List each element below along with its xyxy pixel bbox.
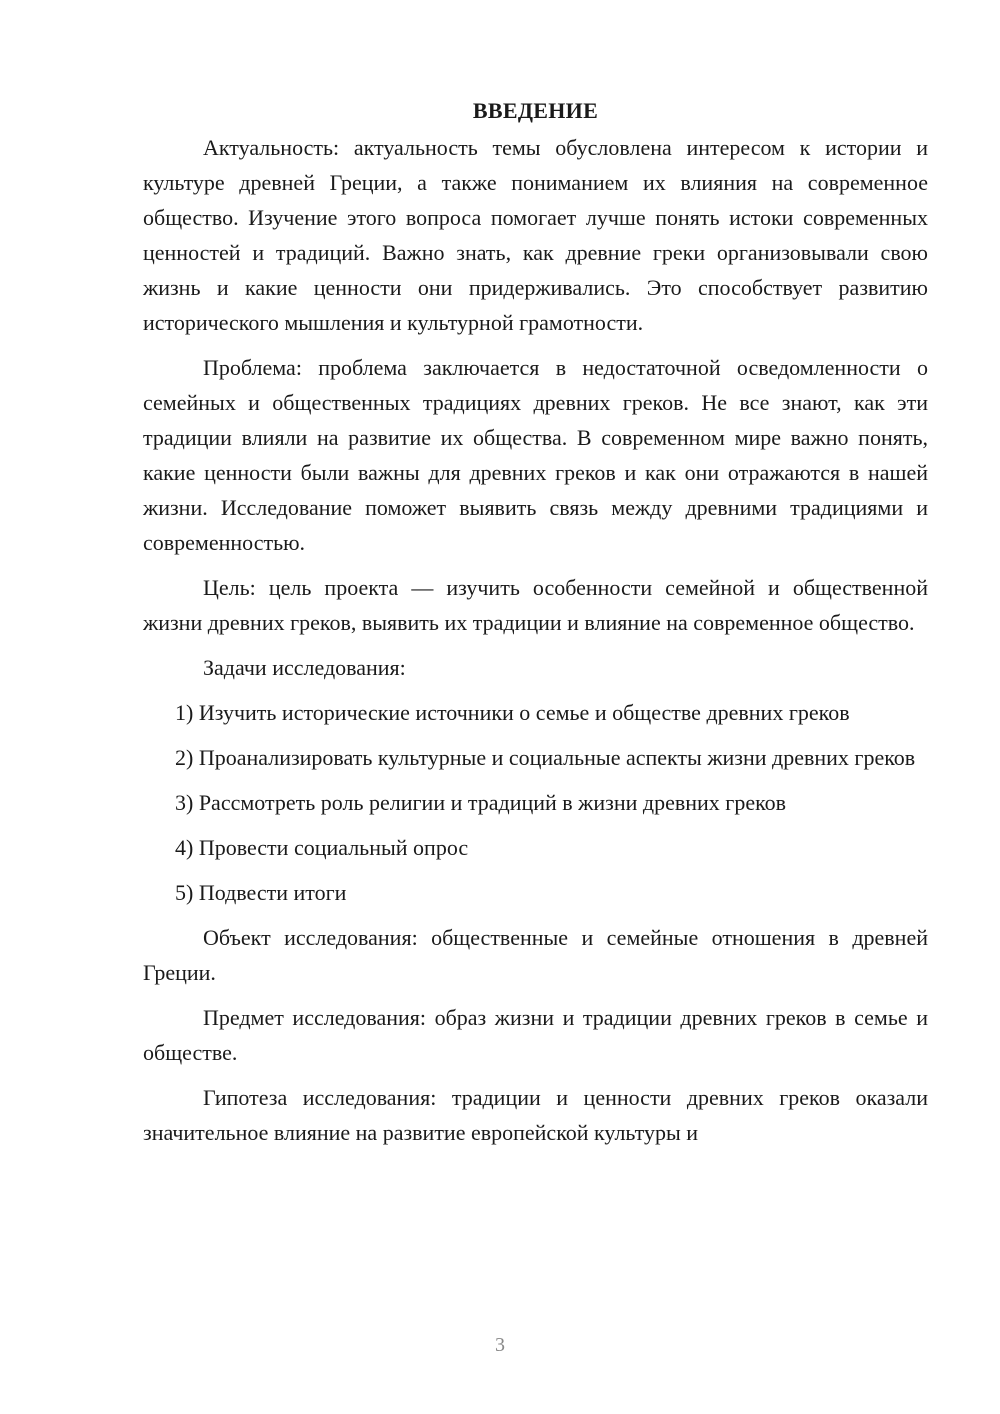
- paragraph-problem: Проблема: проблема заключается в недостаточной осведомленности о семейных и общественных традициях древних греков. Не все знают, как эти традиции влияли на развитие их общества. В современном мире важно понять, какие ценности были важны для древних греков и как они отражаются в нашей жизни. Исследование поможет выявить связь между древними традициями и современностью.: [143, 355, 928, 555]
- page-number: 3: [495, 1334, 505, 1356]
- tasks-heading: Задачи исследования:: [203, 655, 406, 680]
- paragraph-subject: Предмет исследования: образ жизни и традиции древних греков в семье и обществе.: [143, 1005, 928, 1065]
- task-item-1: 1) Изучить исторические источники о семье и обществе древних греков: [175, 700, 850, 725]
- task-item-3: 3) Рассмотреть роль религии и традиций в жизни древних греков: [175, 790, 787, 815]
- paragraph-object: Объект исследования: общественные и семейные отношения в древней Греции.: [143, 925, 928, 985]
- paragraph-hypothesis: Гипотеза исследования: традиции и ценности древних греков оказали значительное влияние на развитие европейской культуры и: [143, 1085, 928, 1145]
- paragraph-relevance: Актуальность: актуальность темы обусловлена интересом к истории и культуре древней Греции, а также пониманием их влияния на современное общество. Изучение этого вопроса помогает лучше понять истоки современных ценностей и традиций. Важно знать, как древние греки организовывали свою жизнь и какие ценности они придерживались. Это способствует развитию исторического мышления и культурной грамотности.: [143, 135, 928, 335]
- task-item-5: 5) Подвести итоги: [175, 880, 347, 905]
- paragraph-goal: Цель: цель проекта — изучить особенности семейной и общественной жизни древних греков, выявить их традиции и влияние на современное общество.: [143, 575, 928, 635]
- section-title: ВВЕДЕНИЕ: [472, 98, 599, 123]
- task-item-2: 2) Проанализировать культурные и социальные аспекты жизни древних греков: [175, 745, 916, 770]
- task-item-4: 4) Провести социальный опрос: [175, 835, 469, 860]
- page-content: [143, 93, 928, 1150]
